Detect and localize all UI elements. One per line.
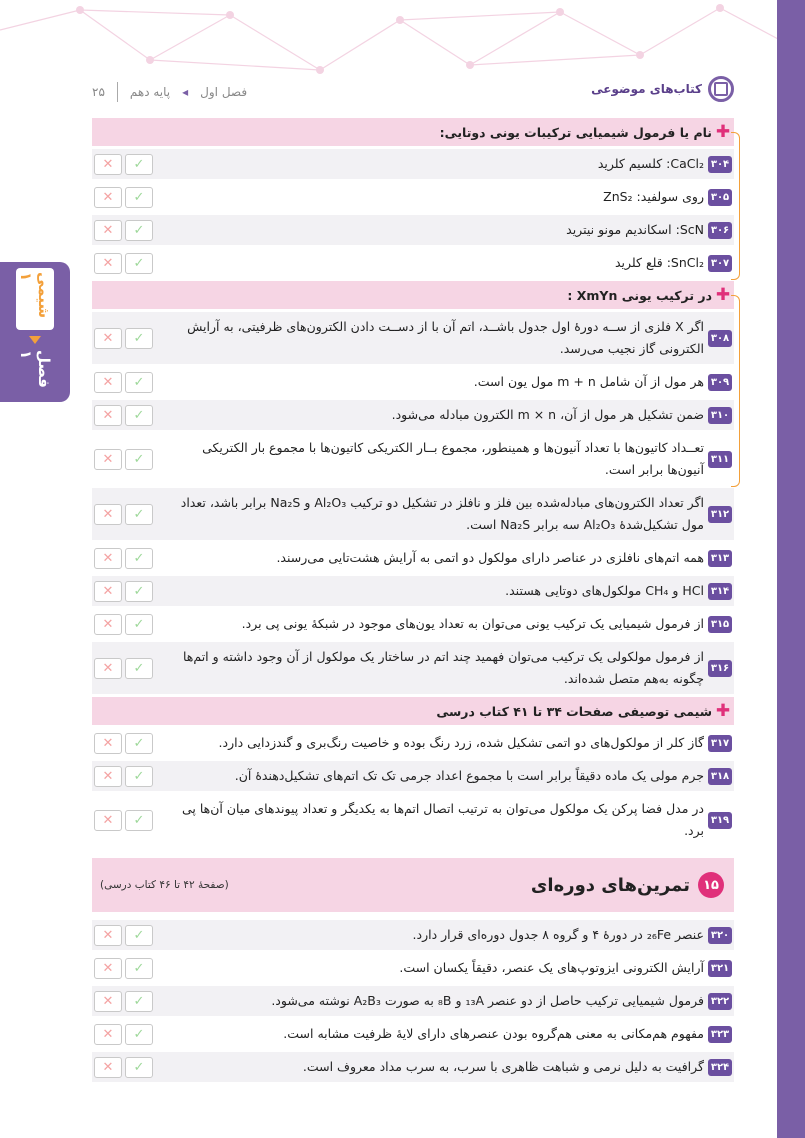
question-row [92, 953, 734, 983]
page-header [92, 76, 734, 106]
true-checkbox[interactable]: ✓ [125, 504, 153, 525]
answer-boxes [94, 372, 153, 393]
question-text: از فرمول شیمیایی یک ترکیب یونی می‌توان به تعداد یون‌های موجود در شبکهٔ یونی پی برد. [241, 616, 704, 631]
question-row [92, 215, 734, 245]
false-checkbox[interactable]: ✕ [94, 810, 122, 831]
brand-text: کتاب‌های موضوعی [591, 82, 702, 96]
question-text: گاز کلر از مولکول‌های دو اتمی تشکیل شده، زرد رنگ بوده و خاصیت رنگ‌بری و گندزدایی دارد. [218, 735, 704, 750]
true-checkbox[interactable]: ✓ [125, 1057, 153, 1078]
chapter-side-tab [0, 262, 70, 402]
question-text: جرم مولی یک ماده دقیقاً برابر است با مجموع اعداد جرمی تک تک اتم‌های تشکیل‌دهندهٔ آن. [234, 768, 704, 783]
question-number: ۳۰۸ [708, 330, 732, 347]
question-text: SnCl₂: قلع کلرید [614, 255, 704, 270]
question-row [92, 1019, 734, 1049]
question-text: ضمن تشکیل هر مول از آن، m × n الکترون مبادله می‌شود. [391, 407, 704, 422]
question-number: ۳۰۵ [708, 189, 732, 206]
answer-boxes [94, 187, 153, 208]
section-bracket [731, 132, 740, 280]
answer-boxes [94, 405, 153, 426]
answer-boxes [94, 614, 153, 635]
false-checkbox[interactable]: ✕ [94, 925, 122, 946]
true-checkbox[interactable]: ✓ [125, 253, 153, 274]
false-checkbox[interactable]: ✕ [94, 220, 122, 241]
answer-boxes [94, 1024, 153, 1045]
question-text: تعــداد کاتیون‌ها با تعداد آنیون‌ها و همینطور، مجموع بــار الکتریکی کاتیون‌ها با مجموع بار الکتریکی آنیون‌ها برابر است. [202, 440, 704, 477]
question-text: ScN: اسکاندیم مونو نیترید [566, 222, 704, 237]
true-checkbox[interactable]: ✓ [125, 1024, 153, 1045]
question-row [92, 761, 734, 791]
question-row [92, 794, 734, 846]
breadcrumb-arrow-icon: ◂ [182, 85, 189, 99]
section-bracket [731, 295, 740, 487]
answer-boxes [94, 1057, 153, 1078]
true-checkbox[interactable]: ✓ [125, 925, 153, 946]
false-checkbox[interactable]: ✕ [94, 614, 122, 635]
answer-boxes [94, 449, 153, 470]
true-checkbox[interactable]: ✓ [125, 733, 153, 754]
true-checkbox[interactable]: ✓ [125, 328, 153, 349]
section-block [92, 118, 734, 278]
question-row [92, 488, 734, 540]
question-text: هر مول از آن شامل m + n مول یون است. [473, 374, 704, 389]
false-checkbox[interactable]: ✕ [94, 548, 122, 569]
page-number: ۲۵ [92, 85, 105, 99]
question-number: ۳۲۳ [708, 1026, 732, 1043]
true-checkbox[interactable]: ✓ [125, 154, 153, 175]
question-text: اگر تعداد الکترون‌های مبادله‌شده بین فلز و نافلز در تشکیل دو ترکیب Al₂O₃ و Na₂S برابر باشد، تعداد مول تشکیل‌شدهٔ Al₂O₃ سه برابر Na₂S است. [180, 495, 704, 532]
question-number: ۳۲۰ [708, 927, 732, 944]
question-text: مفهوم هم‌مکانی به معنی هم‌گروه بودن عنصرهای دارای لایهٔ ظرفیت مشابه است. [283, 1026, 704, 1041]
true-checkbox[interactable]: ✓ [125, 958, 153, 979]
question-number: ۳۱۸ [708, 768, 732, 785]
answer-boxes [94, 925, 153, 946]
section-block [92, 697, 734, 846]
false-checkbox[interactable]: ✕ [94, 581, 122, 602]
section-title: در ترکیب یونی XmYn : [567, 287, 712, 303]
answer-boxes [94, 991, 153, 1012]
true-checkbox[interactable]: ✓ [125, 548, 153, 569]
true-checkbox[interactable]: ✓ [125, 810, 153, 831]
section-header [92, 118, 734, 146]
false-checkbox[interactable]: ✕ [94, 504, 122, 525]
false-checkbox[interactable]: ✕ [94, 405, 122, 426]
question-number: ۳۱۷ [708, 735, 732, 752]
question-text: عنصر ₂₆Fe در دورهٔ ۴ و گروه ۸ جدول دوره‌ای قرار دارد. [412, 927, 704, 942]
question-number: ۳۲۱ [708, 960, 732, 977]
true-checkbox[interactable]: ✓ [125, 614, 153, 635]
question-number: ۳۱۵ [708, 616, 732, 633]
question-number: ۳۰۴ [708, 156, 732, 173]
question-row [92, 1052, 734, 1082]
content [92, 118, 734, 1085]
side-tab-arrow-icon [29, 336, 41, 344]
section-header [92, 697, 734, 725]
true-checkbox[interactable]: ✓ [125, 581, 153, 602]
true-checkbox[interactable]: ✓ [125, 449, 153, 470]
question-number: ۳۱۰ [708, 407, 732, 424]
question-row [92, 576, 734, 606]
question-row [92, 986, 734, 1016]
question-row [92, 543, 734, 573]
question-text: آرایش الکترونی ایزوتوپ‌های یک عنصر، دقیقاً یکسان است. [399, 960, 704, 975]
answer-boxes [94, 958, 153, 979]
answer-boxes [94, 581, 153, 602]
right-edge-bar [777, 0, 805, 1138]
false-checkbox[interactable]: ✕ [94, 154, 122, 175]
question-row [92, 367, 734, 397]
question-row [92, 433, 734, 485]
question-text: CaCl₂: کلسیم کلرید [597, 156, 704, 171]
false-checkbox[interactable]: ✕ [94, 958, 122, 979]
answer-boxes [94, 658, 153, 679]
side-tab-chapter: فصل ۱ [17, 349, 53, 388]
true-checkbox[interactable]: ✓ [125, 220, 153, 241]
question-number: ۳۲۲ [708, 993, 732, 1010]
answer-boxes [94, 548, 153, 569]
false-checkbox[interactable]: ✕ [94, 766, 122, 787]
brand [591, 76, 734, 102]
false-checkbox[interactable]: ✕ [94, 328, 122, 349]
answer-boxes [94, 504, 153, 525]
side-tab-subject: شیمی ۱ [16, 268, 54, 330]
question-text: از فرمول مولکولی یک ترکیب می‌توان فهمید چند اتم در ساختار یک مولکول از آن وجود داشته و اتم‌ها چگونه به‌هم متصل شده‌اند. [182, 649, 704, 686]
question-text: فرمول شیمیایی ترکیب حاصل از دو عنصر ₁₃A و ₈B به صورت A₂B₃ نوشته می‌شود. [271, 993, 704, 1008]
question-row [92, 609, 734, 639]
question-number: ۳۰۹ [708, 374, 732, 391]
exercise-title: تمرین‌های دوره‌ای [530, 874, 690, 896]
question-text: روی سولفید: ZnS₂ [603, 189, 704, 204]
question-text: اگر X فلزی از ســه دورهٔ اول جدول باشــد، اتم آن با از دســت دادن الکترون‌های ظرفیتی، به آرایش الکترونی گاز نجیب می‌رسد. [187, 319, 704, 356]
section-header [92, 281, 734, 309]
question-number: ۳۲۴ [708, 1059, 732, 1076]
question-text: گرافیت به دلیل نرمی و شباهت ظاهری با سرب، به سرب مداد معروف است. [302, 1059, 704, 1074]
question-row [92, 920, 734, 950]
question-number: ۳۱۳ [708, 550, 732, 567]
false-checkbox[interactable]: ✕ [94, 372, 122, 393]
answer-boxes [94, 154, 153, 175]
exercise-pages: (صفحهٔ ۴۲ تا ۴۶ کتاب درسی) [100, 879, 229, 891]
page-info [92, 82, 247, 102]
question-row [92, 149, 734, 179]
false-checkbox[interactable]: ✕ [94, 253, 122, 274]
exercise-badge: ۱۵ [698, 872, 724, 898]
section-block [92, 281, 734, 694]
question-row [92, 312, 734, 364]
question-row [92, 642, 734, 694]
exercise-title-group [531, 872, 724, 898]
false-checkbox[interactable]: ✕ [94, 991, 122, 1012]
true-checkbox[interactable]: ✓ [125, 991, 153, 1012]
answer-boxes [94, 328, 153, 349]
false-checkbox[interactable]: ✕ [94, 733, 122, 754]
true-checkbox[interactable]: ✓ [125, 187, 153, 208]
plus-icon: ✚ [715, 285, 731, 305]
question-text: HCl و CH₄ مولکول‌های دوتایی هستند. [505, 583, 704, 598]
false-checkbox[interactable]: ✕ [94, 658, 122, 679]
section-title: شیمی توصیفی صفحات ۳۴ تا ۴۱ کتاب درسی [436, 703, 712, 719]
true-checkbox[interactable]: ✓ [125, 658, 153, 679]
true-checkbox[interactable]: ✓ [125, 372, 153, 393]
question-text: در مدل فضا پرکن یک مولکول می‌توان به ترتیب اتصال اتم‌ها به یکدیگر و تعداد پیوندهای میان آن‌ها پی برد. [181, 801, 704, 838]
question-number: ۳۱۴ [708, 583, 732, 600]
question-row [92, 182, 734, 212]
question-number: ۳۰۶ [708, 222, 732, 239]
answer-boxes [94, 766, 153, 787]
question-row [92, 400, 734, 430]
question-number: ۳۱۹ [708, 812, 732, 829]
exercise-header [92, 858, 734, 912]
false-checkbox[interactable]: ✕ [94, 187, 122, 208]
true-checkbox[interactable]: ✓ [125, 405, 153, 426]
section-title: نام یا فرمول شیمیایی ترکیبات یونی دوتایی: [439, 124, 712, 140]
question-number: ۳۰۷ [708, 255, 732, 272]
answer-boxes [94, 733, 153, 754]
chapter-label: فصل اول [200, 85, 248, 99]
answer-boxes [94, 810, 153, 831]
question-number: ۳۱۱ [708, 451, 732, 468]
question-row [92, 248, 734, 278]
plus-icon: ✚ [715, 122, 731, 142]
grade-label: پایه دهم [129, 85, 171, 99]
plus-icon: ✚ [715, 701, 731, 721]
question-row [92, 728, 734, 758]
question-number: ۳۱۶ [708, 660, 732, 677]
answer-boxes [94, 220, 153, 241]
false-checkbox[interactable]: ✕ [94, 1024, 122, 1045]
false-checkbox[interactable]: ✕ [94, 1057, 122, 1078]
book-grid-icon [708, 76, 734, 102]
false-checkbox[interactable]: ✕ [94, 449, 122, 470]
answer-boxes [94, 253, 153, 274]
question-number: ۳۱۲ [708, 506, 732, 523]
question-text: همه اتم‌های نافلزی در عناصر دارای مولکول دو اتمی به آرایش هشت‌تایی می‌رسند. [276, 550, 704, 565]
true-checkbox[interactable]: ✓ [125, 766, 153, 787]
header-divider [117, 82, 118, 102]
